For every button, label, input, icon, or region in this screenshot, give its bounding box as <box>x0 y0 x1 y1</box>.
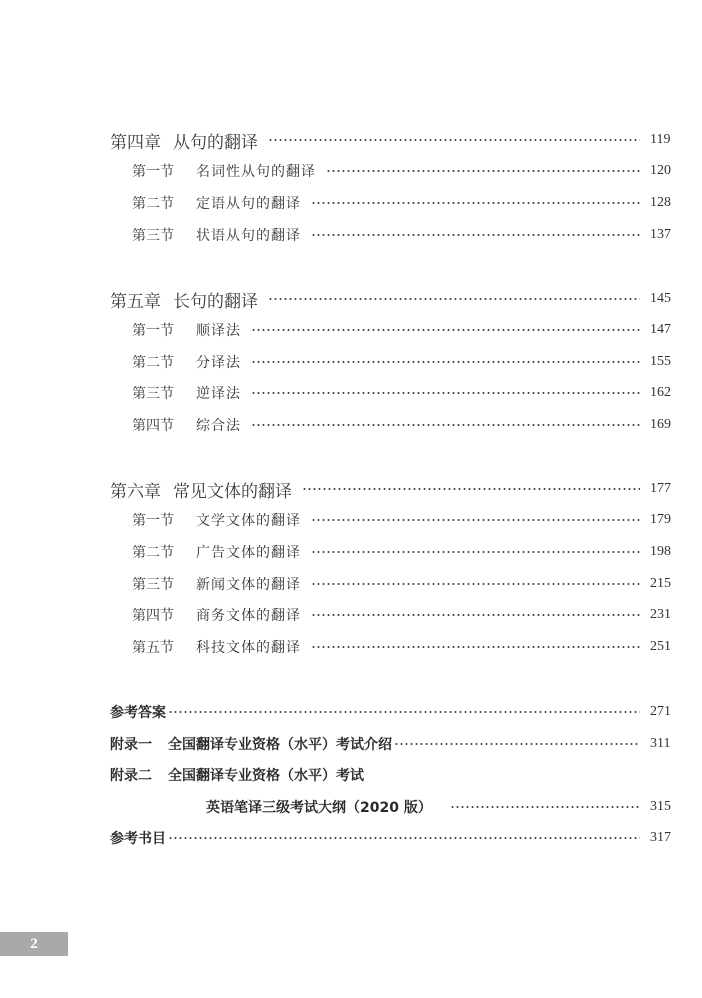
dot-leader <box>311 234 640 236</box>
toc-section[interactable] <box>0 414 702 436</box>
section-title: 商务文体的翻译 <box>196 608 301 624</box>
section-title: 定语从句的翻译 <box>196 196 301 212</box>
toc-section[interactable] <box>0 573 702 595</box>
dot-leader <box>311 202 640 204</box>
section-title: 分译法 <box>196 355 241 371</box>
page-number: 315 <box>650 799 671 814</box>
toc-appendix-2-subtitle[interactable] <box>0 796 702 818</box>
section-title: 科技文体的翻译 <box>196 640 301 656</box>
dot-leader <box>251 329 640 331</box>
toc-section[interactable] <box>0 160 702 182</box>
section-title: 状语从句的翻译 <box>196 228 301 244</box>
dot-leader <box>268 298 640 300</box>
toc-section[interactable] <box>0 541 702 563</box>
page-number: 169 <box>650 417 671 432</box>
chapter-number: 第六章 <box>110 481 161 502</box>
section-number: 第一节 <box>132 323 174 339</box>
dot-leader <box>326 170 640 172</box>
dot-leader <box>251 361 640 363</box>
answers-title: 参考答案 <box>110 705 166 721</box>
page-number: 177 <box>650 481 671 496</box>
chapter-number: 第五章 <box>110 291 161 312</box>
toc-section[interactable] <box>0 604 702 626</box>
dot-leader <box>268 139 640 141</box>
section-title: 文学文体的翻译 <box>196 513 301 529</box>
section-title: 名词性从句的翻译 <box>196 164 316 180</box>
dot-leader <box>311 551 640 553</box>
appendix-subtitle: 英语笔译三级考试大纲（2020 版） <box>206 800 432 816</box>
toc-appendix-2[interactable] <box>0 764 702 786</box>
toc-appendix-1[interactable] <box>0 733 702 755</box>
page-number: 179 <box>650 512 671 527</box>
page-number: 119 <box>650 132 671 147</box>
bibliography-title: 参考书目 <box>110 831 166 847</box>
page-number: 231 <box>650 607 671 622</box>
toc-section[interactable] <box>0 636 702 658</box>
page-number: 155 <box>650 354 671 369</box>
chapter-number: 第四章 <box>110 132 161 153</box>
section-number: 第二节 <box>132 355 174 371</box>
dot-leader <box>311 646 640 648</box>
page-number: 145 <box>650 291 671 306</box>
dot-leader <box>450 806 640 808</box>
toc-section[interactable] <box>0 224 702 246</box>
dot-leader <box>311 614 640 616</box>
toc-chapter-4[interactable] <box>0 129 702 151</box>
toc-chapter-5[interactable] <box>0 288 702 310</box>
toc-section[interactable] <box>0 319 702 341</box>
section-number: 第四节 <box>132 608 174 624</box>
page-number: 198 <box>650 544 671 559</box>
dot-leader <box>251 392 640 394</box>
section-number: 第一节 <box>132 164 174 180</box>
toc-section[interactable] <box>0 382 702 404</box>
toc-chapter-6[interactable] <box>0 478 702 500</box>
section-number: 第四节 <box>132 418 174 434</box>
section-number: 第二节 <box>132 545 174 561</box>
page-number: 128 <box>650 195 671 210</box>
footer-page-number-text: 2 <box>30 935 38 952</box>
dot-leader <box>394 743 640 745</box>
appendix-number: 附录一 <box>110 737 152 753</box>
section-number: 第二节 <box>132 196 174 212</box>
appendix-title: 全国翻译专业资格（水平）考试介绍 <box>168 737 392 753</box>
page-number: 147 <box>650 322 671 337</box>
section-number: 第三节 <box>132 577 174 593</box>
page-number: 317 <box>650 830 671 845</box>
appendix-number: 附录二 <box>110 768 152 784</box>
section-number: 第三节 <box>132 228 174 244</box>
section-title: 综合法 <box>196 418 241 434</box>
section-title: 广告文体的翻译 <box>196 545 301 561</box>
section-title: 逆译法 <box>196 386 241 402</box>
toc-bibliography[interactable] <box>0 827 702 849</box>
appendix-title: 全国翻译专业资格（水平）考试 <box>168 768 364 784</box>
dot-leader <box>311 583 640 585</box>
dot-leader <box>168 711 640 713</box>
toc-section[interactable] <box>0 509 702 531</box>
chapter-title: 常见文体的翻译 <box>173 481 292 502</box>
toc-section[interactable] <box>0 351 702 373</box>
dot-leader <box>168 837 640 839</box>
toc-section[interactable] <box>0 192 702 214</box>
section-number: 第一节 <box>132 513 174 529</box>
chapter-title: 长句的翻译 <box>173 291 258 312</box>
chapter-title: 从句的翻译 <box>173 132 258 153</box>
section-number: 第三节 <box>132 386 174 402</box>
toc-answers[interactable] <box>0 701 702 723</box>
section-title: 新闻文体的翻译 <box>196 577 301 593</box>
dot-leader <box>251 424 640 426</box>
section-number: 第五节 <box>132 640 174 656</box>
page-number: 120 <box>650 163 671 178</box>
page-number: 251 <box>650 639 671 654</box>
page-number: 215 <box>650 576 671 591</box>
section-title: 顺译法 <box>196 323 241 339</box>
page-number: 271 <box>650 704 671 719</box>
dot-leader <box>311 519 640 521</box>
page-number: 311 <box>650 736 671 751</box>
page-number: 137 <box>650 227 671 242</box>
page-number: 162 <box>650 385 671 400</box>
dot-leader <box>302 488 640 490</box>
footer-page-number <box>0 932 68 956</box>
